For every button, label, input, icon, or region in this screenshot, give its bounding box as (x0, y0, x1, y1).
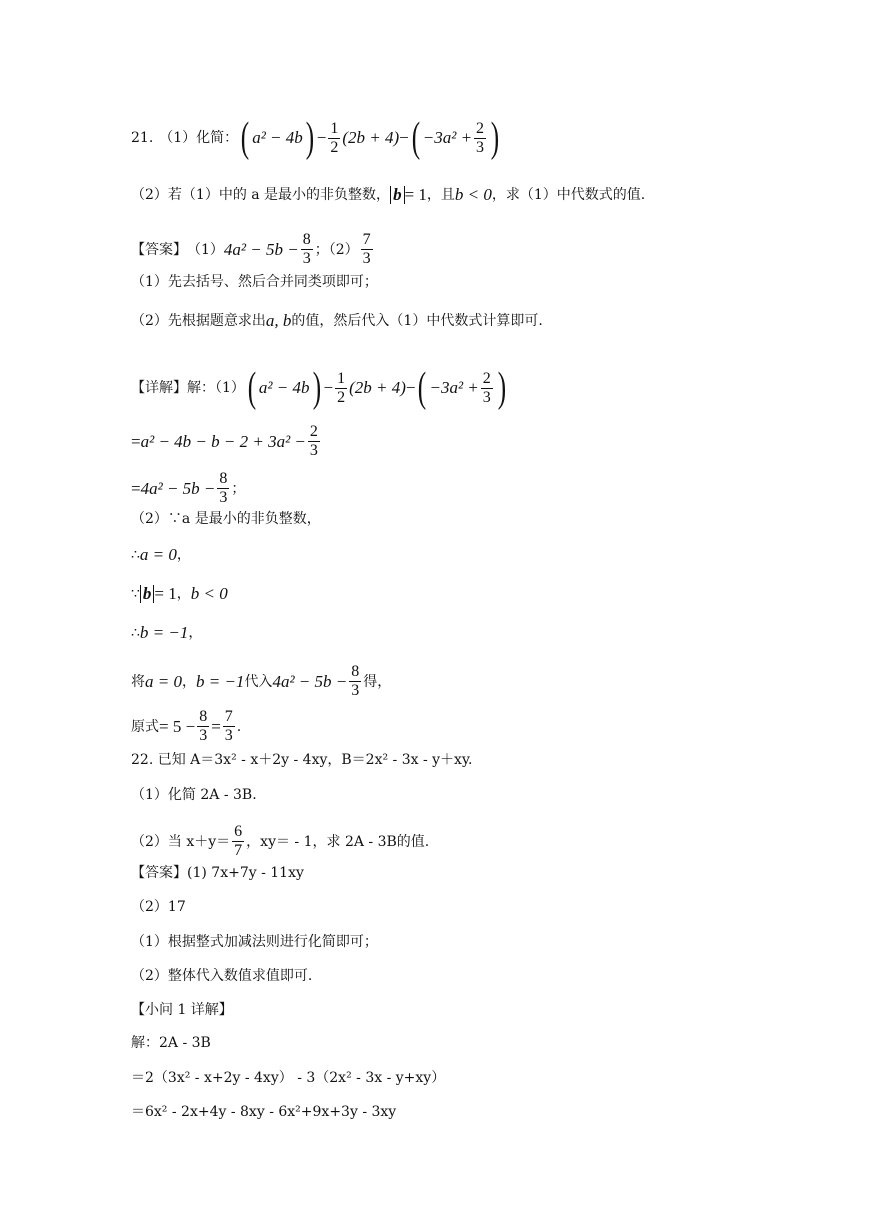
equals: = (131, 478, 141, 498)
equals: = (211, 716, 221, 736)
numerator: 8 (219, 470, 228, 487)
text: ＝2（3x² - x+2y - 4xy） - 3（2x² - 3x - y+xy） (131, 1070, 446, 1086)
fraction (328, 120, 340, 157)
text: （1）根据整式加减法则进行化简即可； (131, 934, 378, 950)
minus: − (405, 378, 416, 397)
text: ， (176, 586, 191, 602)
fraction (335, 370, 347, 407)
q21-analysis2 (131, 311, 543, 331)
denominator: 2 (330, 138, 339, 156)
q21-s7 (131, 708, 241, 745)
text: 【小问 1 详解】 (131, 1002, 233, 1018)
denominator: 3 (219, 489, 228, 506)
q22-answer2 (131, 897, 186, 917)
paren: ) (497, 365, 506, 411)
q22-sol0 (131, 1033, 211, 1053)
fraction (301, 231, 313, 268)
text: 22. 已知 A＝3x² - x＋2y - 4xy，B＝2x² - 3x - y＋xy. (131, 752, 473, 768)
expr: −3a² + (422, 128, 473, 147)
text: （1）先去括号、然后合并同类项即可； (131, 274, 378, 290)
expr: a² − 4b (258, 378, 310, 397)
text: 原式 (131, 718, 159, 735)
q21-step2 (131, 470, 245, 507)
expr: b = −1 (195, 671, 245, 691)
q22-stem (131, 750, 472, 770)
text: ； (231, 480, 246, 497)
expr: a² − 4b − b − 2 + 3a² − (140, 431, 306, 451)
denominator: 3 (476, 138, 485, 156)
part1-label: （1）化简： (159, 130, 239, 146)
fraction (474, 120, 486, 157)
q21-detail (131, 367, 509, 409)
text: 的值，然后代入（1）中代数式计算即可. (291, 313, 543, 329)
text: （2）整体代入数值求值即可. (131, 968, 313, 984)
fraction (308, 423, 320, 460)
detail-label: 【详解】 (131, 380, 187, 396)
expr: a, b (265, 311, 292, 330)
denominator: 3 (199, 727, 208, 744)
q22-sub-label (131, 1000, 233, 1020)
q21-s6 (131, 663, 391, 700)
expr: = 1 (404, 185, 427, 204)
expr: b < 0 (454, 185, 492, 204)
expr: 4a² − 5b − (140, 478, 216, 498)
therefore: ∴ (131, 625, 140, 641)
q21-analysis1 (131, 272, 378, 292)
text: ， (188, 625, 203, 641)
numerator: 2 (309, 423, 318, 440)
numerator: 8 (199, 708, 208, 725)
text: ＝6x² - 2x+4y - 8xy - 6x²+9x+3y - 3xy (131, 1104, 397, 1120)
minus: − (316, 128, 327, 147)
paren: ( (411, 115, 420, 161)
q21-s5 (131, 623, 202, 643)
paren: ) (312, 365, 321, 411)
q21-s4 (131, 584, 228, 604)
numerator: 8 (351, 663, 360, 680)
fraction (232, 823, 244, 860)
text: （2）17 (131, 899, 186, 915)
expr: 4a² − 5b − (272, 671, 348, 691)
text: 解：2A - 3B (131, 1035, 211, 1051)
fraction (217, 470, 229, 507)
q22-p1 (131, 785, 257, 805)
text: (1) 7x+7y - 11xy (187, 865, 304, 881)
q22-sol1 (131, 1068, 445, 1088)
expr: (2b + 4) (349, 378, 406, 397)
question-number: 21. (131, 130, 154, 146)
q21-answer (131, 231, 375, 268)
fraction (349, 663, 361, 700)
denominator: 7 (234, 842, 243, 859)
expr: −3a² + (429, 378, 479, 397)
numerator: 2 (482, 369, 491, 387)
q21-part2 (131, 185, 645, 205)
minus: − (399, 128, 409, 147)
equals: = (131, 431, 141, 451)
text: 将 (131, 673, 145, 690)
expr: b = −1 (139, 623, 189, 642)
text: ；（2） (314, 241, 359, 258)
paren: ( (247, 365, 257, 411)
text: （1）化简 2A - 3B. (131, 787, 257, 803)
q22-analysis1 (131, 932, 378, 952)
therefore: ∴ (131, 547, 140, 563)
fraction (223, 708, 235, 745)
text: 得， (363, 673, 392, 690)
q21-step1 (131, 423, 322, 460)
numerator: 2 (476, 119, 485, 137)
denominator: 3 (309, 442, 318, 459)
expr: = 1 (154, 584, 177, 603)
answer-label: 【答案】 (131, 865, 187, 881)
numerator: 8 (302, 231, 311, 248)
because: ∵ (131, 586, 140, 602)
expr: 4a² − 5b − (223, 239, 299, 259)
paren: ) (305, 115, 314, 161)
text: （2）当 x＋y＝ (131, 833, 231, 850)
text: （2）先根据题意求出 (131, 313, 266, 329)
q22-p2 (131, 823, 429, 860)
paren: ( (418, 365, 427, 411)
text: 解：（1） (187, 380, 245, 396)
abs-b: b (140, 585, 155, 603)
answer-label: 【答案】 (131, 241, 187, 258)
text: ， (181, 673, 196, 690)
text: ，且 (426, 187, 455, 203)
numerator: 1 (330, 119, 339, 137)
text: ， (176, 547, 191, 563)
text: ，xy＝ - 1，求 2A - 3B的值. (246, 833, 430, 850)
fraction (197, 708, 209, 745)
q21-part1 (131, 117, 502, 159)
numerator: 6 (234, 823, 243, 840)
expr: (2b + 4) (342, 128, 400, 147)
expr: a = 0 (139, 545, 177, 564)
abs-b: b (390, 186, 405, 204)
q22-sol2 (131, 1102, 396, 1122)
expr: b < 0 (190, 584, 228, 603)
text: （1） (187, 241, 224, 258)
numerator: 7 (362, 231, 371, 248)
denominator: 3 (224, 727, 233, 744)
numerator: 1 (337, 369, 346, 387)
expr: a² − 4b (252, 128, 303, 147)
fraction (481, 370, 493, 407)
q22-answer (131, 863, 304, 883)
numerator: 7 (224, 708, 233, 725)
denominator: 3 (482, 388, 491, 406)
fraction (361, 231, 373, 268)
q22-analysis2 (131, 966, 312, 986)
paren: ( (240, 115, 250, 161)
text: （2）若（1）中的 a 是最小的非负整数， (131, 187, 391, 203)
text: . (236, 718, 242, 735)
text: 代入 (244, 673, 273, 690)
denominator: 3 (302, 250, 311, 267)
denominator: 2 (337, 388, 346, 406)
minus: − (323, 378, 334, 397)
denominator: 3 (351, 682, 360, 699)
denominator: 3 (362, 250, 371, 267)
expr: a = 0 (145, 671, 182, 691)
text: ，求（1）中代数式的值. (491, 187, 646, 203)
q21-s3 (131, 545, 191, 565)
expr: = 5 − (159, 716, 196, 736)
q21-s2 (131, 509, 321, 529)
paren: ) (490, 115, 500, 161)
text: （2）∵a 是最小的非负整数， (131, 511, 321, 527)
